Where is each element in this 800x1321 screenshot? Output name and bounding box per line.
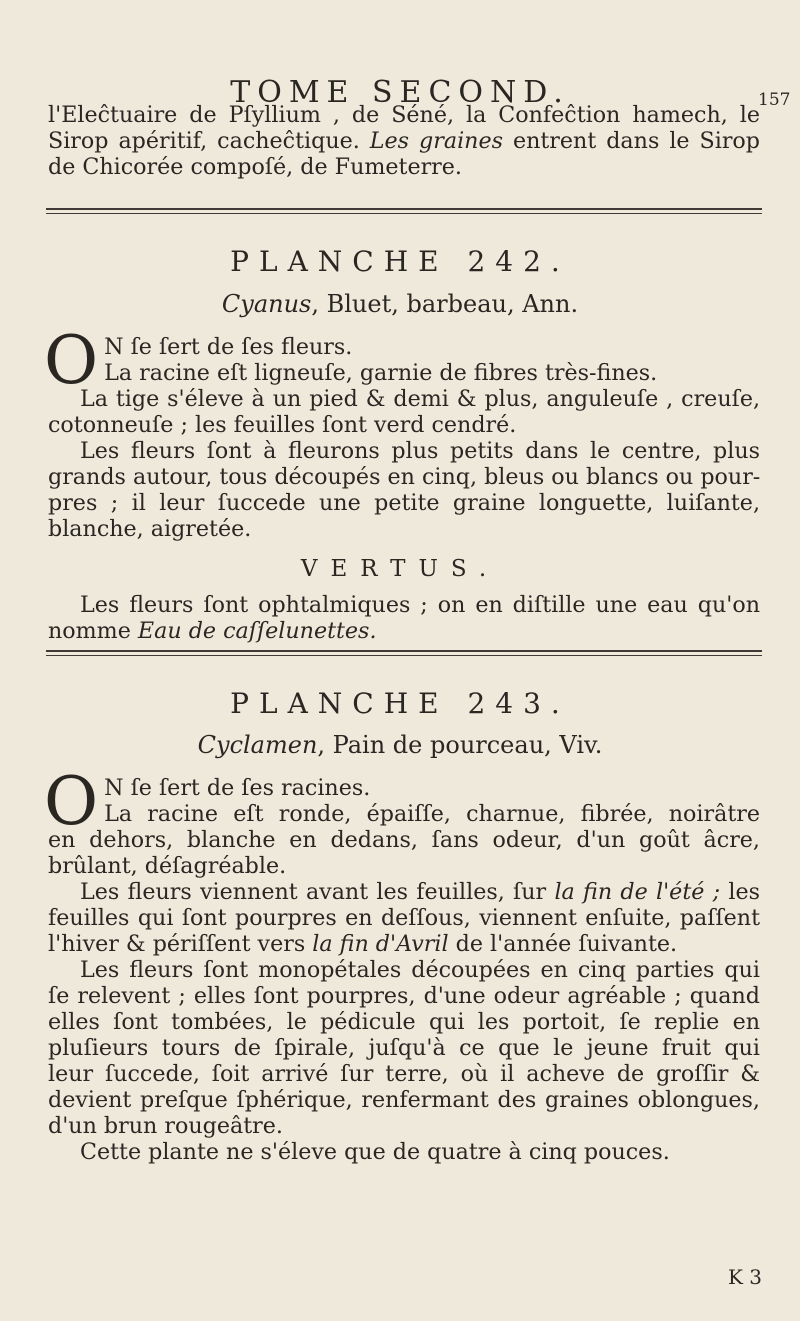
section-divider [46, 650, 762, 659]
plate-243-text: O N ſe ſert de ſes racines. La racine eſt ronde, épaiſſe, charnue, fibrée, noirâtre en dehors, blanche en dedans, ſans odeur, d'un goût âcre, brûlant, déſagréable. Les fleurs viennent avant les feuilles, ſur la fin de l'été ; les feuilles qui ſont pourpres en deſſous, viennent enſuite, paſſent l'hiver & périſſent vers la fin d'Avril de l'année ſuivante. Les fleurs ſont monopétales découpées en cinq parties qui ſe relevent ; elles ſont pourpres, d'une odeur agréable ; quand elles ſont tombées, le pédicule qui les portoit, ſe replie en pluſieurs tours de ſpirale, juſqu'à ce que le jeune fruit qui leur ſuccede, ſoit arrivé ſur terre, où il acheve de groſſir & devient preſque ſphérique, renfermant des graines oblongues, d'un brun rougeâtre. Cette plante ne s'éleve que de quatre à cinq pouces. [44, 763, 760, 1165]
running-title: TOME SECOND. [230, 75, 570, 110]
plate-242-names: Cyanus, Bluet, barbeau, Ann. [221, 290, 579, 318]
latin-name: Cyclamen [197, 731, 318, 759]
intro-line: Sirop apéritif, cacheĉtique. Les graines entrent dans le Sirop [48, 128, 760, 154]
intro-line: l'Eleĉtuaire de Pſyllium , de Séné, la Confeĉtion hamech, le [48, 102, 760, 128]
virtues-title: VERTUS. [300, 556, 500, 582]
plate-243-names: Cyclamen, Pain de pourceau, Viv. [197, 731, 603, 759]
intro-paragraph [48, 102, 760, 180]
plate-243-title: PLANCHE 243. [230, 687, 570, 720]
latin-name: Cyanus [221, 290, 312, 318]
section-divider [46, 208, 762, 217]
plate-242-title: PLANCHE 242. [230, 245, 570, 278]
intro-line: de Chicorée compoſé, de Fumeterre. [48, 154, 462, 180]
plate-242-text: O N ſe ſert de ſes fleurs. La racine eſt ligneuſe, garnie de fibres très-fines. La tige s'éleve à un pied & demi & plus, anguleuſe , creuſe, cotonneuſe ; les feuilles ſont verd cendré. Les fleurs ſont à fleurons plus petits dans le centre, plus grands autour, tous découpés en cinq, bleus ou blancs ou pour- pres ; il leur ſuccede une petite graine longuette, luiſante, blanche, aigretée. [44, 322, 761, 542]
intro-italic: Les graines [369, 128, 503, 154]
virtues-text: Les fleurs ſont ophtalmiques ; on en diſtille une eau qu'on nomme Eau de caſſelunettes. [48, 592, 760, 644]
drop-cap: O [44, 763, 99, 840]
drop-cap: O [44, 322, 99, 399]
signature-mark: K 3 [728, 1265, 763, 1289]
page-number: 157 [758, 90, 791, 110]
